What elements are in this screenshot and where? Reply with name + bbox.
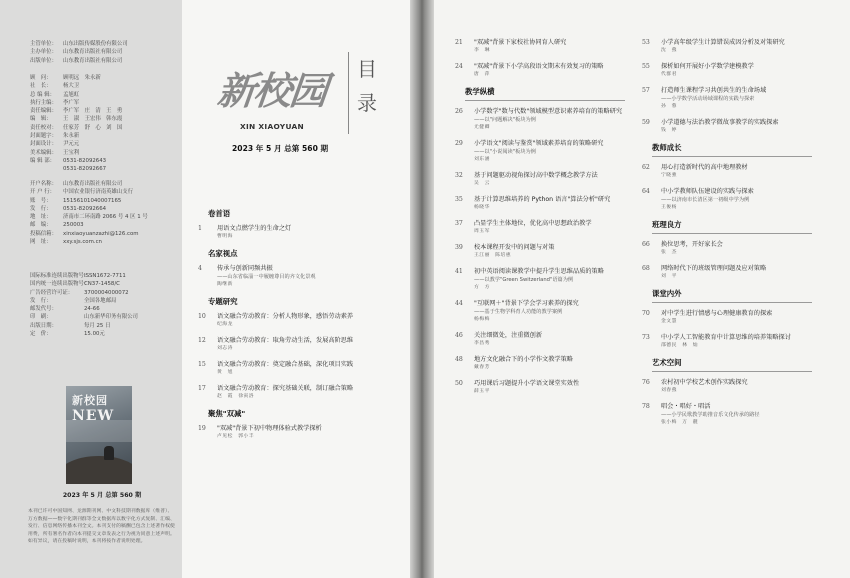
imprint-value: 王宝利 <box>63 149 80 156</box>
imprint-value: 孟旭虹 <box>63 91 80 98</box>
toc-page-number: 39 <box>455 244 463 251</box>
toc-article-subtitle: ——以教学"Green Switzerland"语篇为例 <box>474 277 574 284</box>
toc-section-heading: 艺术空间 <box>652 357 812 372</box>
toc-article-title: 语文融合劳动教育：奠定融合基础，深化项目实践 <box>217 361 354 368</box>
toc-article-title: 语文融合劳动教育：取角劳动生活，发展高阶思维 <box>217 337 354 344</box>
imprint-row <box>30 48 178 56</box>
imprint-value: 中国农业银行济南英雄山支行 <box>63 189 134 196</box>
toc-article-title: 农村初中学校艺术创作实践探究 <box>661 379 748 386</box>
imprint-label: 出版单位： <box>30 57 57 64</box>
toc-page-number: 15 <box>198 361 206 368</box>
imprint-row <box>30 165 178 173</box>
toc-page-number: 53 <box>642 39 650 46</box>
toc-entry[interactable] <box>455 219 625 236</box>
toc-page-number: 24 <box>455 63 463 70</box>
toc-article-author: 刘春燕 <box>661 388 677 394</box>
imprint-label: 邮 编： <box>30 222 52 229</box>
toc-article-author: 周玉军 <box>474 229 490 235</box>
imprint-value: 每月 25 日 <box>84 322 111 329</box>
imprint-value: 任家芳 舒 心 刘 国 <box>63 124 123 131</box>
toc-left-column <box>198 208 396 448</box>
toc-entry[interactable] <box>642 333 812 350</box>
imprint-value: 15156101040007165 <box>63 197 122 204</box>
toc-section-heading: 教学纵横 <box>465 86 625 101</box>
toc-page-number: 62 <box>642 164 650 171</box>
toc-article-author: 唐 萍 <box>474 72 490 78</box>
imprint-label: 主办单位： <box>30 49 57 56</box>
toc-section-heading: 聚焦"双减" <box>208 409 246 418</box>
imprint-value: 0531-82092643 <box>63 157 107 164</box>
imprint-label: 开户名称： <box>30 181 57 187</box>
toc-section-heading: 班理良方 <box>652 219 812 234</box>
toc-page-number: 12 <box>198 337 206 344</box>
imprint-value: xinxiaoyuanzazhi@126.com <box>63 230 139 237</box>
imprint-label: 封面设计： <box>30 141 57 148</box>
toc-page-number: 44 <box>455 300 463 307</box>
imprint-value: 杨大卫 <box>63 83 80 90</box>
imprint-row <box>30 57 178 65</box>
toc-article-author: 李昌秀 <box>474 341 490 347</box>
imprint-value: 山东新华印务有限公司 <box>84 314 138 321</box>
toc-article-title: 基于计算思维培养的 Python 语言"算法分析"研究 <box>474 196 611 203</box>
imprint-label: 责任校对： <box>30 124 57 131</box>
toc-page-number: 21 <box>455 39 463 46</box>
masthead-divider <box>348 52 349 134</box>
toc-article-title: 打造师生课程学习共创共生的生命场域 <box>661 87 767 94</box>
toc-article-title: 语文融合劳动教育：分析人物形象，感悟劳动素养 <box>217 313 354 320</box>
imprint-value: CN37-1458/C <box>84 281 120 288</box>
toc-article-subtitle: ——小学数学活动场域课程的实践与探索 <box>661 96 755 103</box>
imprint-label: 广告经营许可证： <box>30 289 74 296</box>
toc-entry[interactable] <box>455 243 625 260</box>
cover-caption: 2023 年 5 月 总第 560 期 <box>62 492 142 499</box>
toc-entry[interactable] <box>642 38 812 55</box>
toc-page-number: 46 <box>455 332 463 339</box>
toc-article-author: 刘志涛 <box>217 346 233 352</box>
toc-article-author: 薛玉平 <box>474 389 490 395</box>
imprint-value: 山东教育出版社有限公司 <box>63 181 123 187</box>
toc-article-title: 探析如何开展好小学数学建模教学 <box>661 63 754 70</box>
imprint-label: 发 行： <box>30 297 52 304</box>
toc-article-author: 刘东涵 <box>474 157 490 163</box>
imprint-row <box>30 157 178 165</box>
imprint-value: 山东出版传媒股份有限公司 <box>63 41 128 47</box>
imprint-value: 0531-82092664 <box>63 205 107 212</box>
toc-article-title: 小学道德与法治教学微故事教学的实践探索 <box>661 119 779 126</box>
toc-article-title: 关注细微处，注重微创新 <box>474 332 543 339</box>
toc-page-number: 76 <box>642 379 650 386</box>
toc-section-heading: 课堂内外 <box>652 288 812 303</box>
imprint-row <box>30 238 178 246</box>
imprint-label: 编 辑： <box>30 116 52 123</box>
toc-article-author: 代群君 <box>661 72 677 78</box>
toc-article-subtitle: ——以济南市长清区第一初级中学为例 <box>661 197 750 204</box>
imprint-row <box>30 107 178 115</box>
toc-article-title: "双减"背景下小学高段语文期末有效复习的策略 <box>474 63 604 70</box>
toc-article-author: 邵德民 林 灿 <box>661 343 699 349</box>
cover-thumbnail <box>66 386 132 484</box>
toc-article-author: 吴 云 <box>474 181 490 187</box>
toc-page-number: 73 <box>642 334 650 341</box>
imprint-row <box>30 40 178 48</box>
copyright-note: 本刊已许可中国知网、龙源期刊网、中文科技期刊数据库（维普）、万方数据——数字化期刊群等全文数据库以数字化方式复制、汇编、发行、信息网络传播本刊全文。本刊支付的稿酬已包含上述著作权使用费，所有署名作者向本刊提交文章发表之行为视为同意上述声明。如有异议，请在投稿时说明，本刊将按作者说明处理。 <box>28 509 175 545</box>
toc-article-author: 宁晓強 <box>661 173 677 179</box>
toc-entry[interactable] <box>455 139 625 164</box>
imprint-row <box>30 140 178 148</box>
toc-middle-column <box>455 38 625 403</box>
imprint-label: 账 号： <box>30 197 52 204</box>
imprint-row <box>30 322 178 330</box>
toc-article-author: 黄 旭 <box>217 370 233 376</box>
toc-page-number: 41 <box>455 268 463 275</box>
imprint-row <box>30 313 178 321</box>
book-gutter <box>410 0 434 578</box>
imprint-row <box>30 305 178 313</box>
toc-article-title: 地方文化融合下的小学作文教学策略 <box>474 356 573 363</box>
imprint-label: 开 户 行： <box>30 189 55 196</box>
imprint-label: 定 价： <box>30 331 52 338</box>
toc-entry[interactable] <box>642 240 812 257</box>
toc-entry[interactable] <box>642 264 812 281</box>
left-page <box>0 0 410 578</box>
toc-article-title: 传承与创新同频共振 <box>217 265 273 272</box>
imprint-label: 发 行： <box>30 205 52 212</box>
toc-article-title: 校本课程开发中的问题与对策 <box>474 244 555 251</box>
toc-article-title: 基于问题驱动视角探讨高中数学概念教学方法 <box>474 172 598 179</box>
imprint-value: 24-66 <box>84 306 100 313</box>
imprint-row <box>30 272 178 280</box>
imprint-value: 山东教育出版社有限公司 <box>63 49 123 56</box>
toc-page-number: 4 <box>198 265 202 272</box>
toc-entry[interactable] <box>642 187 812 212</box>
imprint-label: 出版日期： <box>30 322 57 329</box>
imprint-row <box>30 180 178 188</box>
toc-article-title: 中小学人工智能教育中计算思维的培养策略探讨 <box>661 334 791 341</box>
imprint-label <box>30 165 63 173</box>
toc-page-number: 70 <box>642 310 650 317</box>
imprint-row <box>30 221 178 229</box>
toc-article-title: 网络时代下的班级管理问题及应对策略 <box>661 265 767 272</box>
toc-entry[interactable] <box>455 107 625 132</box>
imprint-value: 朱永新 <box>63 133 80 140</box>
imprint-label: 网 址： <box>30 239 52 246</box>
imprint-row <box>30 149 178 157</box>
toc-entry[interactable] <box>198 312 396 329</box>
imprint-value: 李广军 庄 清 王 勇 <box>63 108 123 115</box>
toc-section-heading: 名家视点 <box>208 249 238 258</box>
masthead-pinyin: XIN XIAOYUAN <box>240 122 305 131</box>
toc-entry[interactable] <box>198 224 396 241</box>
toc-page-number: 29 <box>455 140 463 147</box>
toc-article-title: "互联网＋"背景下学会学习素养的探究 <box>474 300 579 307</box>
imprint-row <box>30 280 178 288</box>
imprint-value: 王 淑 王宏伟 韩东霞 <box>63 116 123 123</box>
toc-article-title: 小学数学"数与代数"领域模型意识素养培育的策略研究 <box>474 108 623 115</box>
toc-article-title: 唱会・唱好・唱活 <box>661 403 711 410</box>
toc-article-author: 纪海龙 <box>217 322 233 328</box>
toc-entry[interactable] <box>642 118 812 135</box>
imprint-value: 3700004000072 <box>84 289 129 296</box>
imprint-value: 顾明远 朱永新 <box>63 75 101 81</box>
cover-title: 新校园 NEW <box>72 394 115 424</box>
toc-article-author: 张 杰 <box>661 250 677 256</box>
toc-article-subtitle: ——基于生物学科育人功能的教学案例 <box>474 309 563 316</box>
toc-article-title: "双减"背景下初中物理体验式教学探析 <box>217 425 322 432</box>
toc-page-number: 57 <box>642 87 650 94</box>
imprint-row <box>30 74 178 82</box>
toc-entry[interactable] <box>198 336 396 353</box>
imprint-label: 国际标准连续出版物号： <box>30 273 90 279</box>
toc-page-number: 66 <box>642 241 650 248</box>
toc-entry[interactable] <box>455 299 625 324</box>
toc-article-subtitle: ——以"问题解决"板块为例 <box>474 117 536 124</box>
toc-entry[interactable] <box>455 38 625 55</box>
issue-info: 2023 年 5 月 总第 560 期 <box>232 144 329 153</box>
toc-article-title: "双减"背景下家校社协同育人研究 <box>474 39 567 46</box>
toc-entry[interactable] <box>642 402 812 427</box>
toc-page-number: 68 <box>642 265 650 272</box>
toc-article-author: 李 琳 <box>474 48 490 54</box>
toc-entry[interactable] <box>455 355 625 372</box>
imprint-row <box>30 330 178 338</box>
toc-section-heading: 卷首语 <box>208 209 231 218</box>
toc-page-number: 55 <box>642 63 650 70</box>
toc-article-author: 刘 平 <box>661 274 677 280</box>
toc-page-number: 1 <box>198 225 202 232</box>
toc-page-number: 59 <box>642 119 650 126</box>
imprint-label: 印 刷： <box>30 314 52 321</box>
toc-page-number: 37 <box>455 220 463 227</box>
toc-entry[interactable] <box>642 309 812 326</box>
toc-article-title: 中小学教师队伍建设的实践与探索 <box>661 188 754 195</box>
toc-entry[interactable] <box>642 86 812 111</box>
toc-article-author: 杨梅梅 <box>474 317 490 323</box>
imprint-label: 社 长： <box>30 83 52 90</box>
imprint-label: 责任编辑： <box>30 108 57 115</box>
imprint-value: ISSN1672-7711 <box>84 273 126 279</box>
toc-entry[interactable] <box>642 378 812 395</box>
toc-article-title: 巧用课后习题提升小学语文课堂实效性 <box>474 380 580 387</box>
toc-article-title: 换位思考，开好家长会 <box>661 241 723 248</box>
imprint-value: 250003 <box>63 222 84 229</box>
imprint-value: 山东教育出版社有限公司 <box>63 57 123 64</box>
toc-article-author: 尤健卿 <box>474 125 490 131</box>
toc-article-author: 王俊杨 <box>661 205 677 211</box>
toc-article-author: 钱 婷 <box>661 128 677 134</box>
toc-article-title: 对中学生进行情感与心理健康教育的探索 <box>661 310 773 317</box>
toc-article-author: 戴春芳 <box>474 365 490 371</box>
masthead-logo: 新校园 <box>215 68 329 113</box>
imprint-label: 投稿信箱： <box>30 230 57 237</box>
toc-entry[interactable] <box>455 331 625 348</box>
imprint-row <box>30 115 178 123</box>
imprint-row <box>30 82 178 90</box>
toc-page-number: 48 <box>455 356 463 363</box>
imprint-row <box>30 297 178 305</box>
toc-article-title: 语文融合劳动教育：探究基础关联，制订融合策略 <box>217 385 354 392</box>
toc-page-number: 64 <box>642 188 650 195</box>
imprint-value: 全国各地邮局 <box>84 297 117 304</box>
toc-article-title: 小学高年级学生计算错误成因分析及对策研究 <box>661 39 785 46</box>
toc-article-title: 初中英语阅读课教学中提升学生思维品质的策略 <box>474 268 604 275</box>
imprint-label: 国内统一连续出版物号： <box>30 281 90 288</box>
toc-entry[interactable] <box>455 62 625 79</box>
imprint-publishers <box>30 40 178 65</box>
imprint-column <box>0 0 182 578</box>
toc-section-heading: 专题研究 <box>208 297 238 306</box>
toc-article-author: 卢见松 郭小丰 <box>217 434 255 440</box>
imprint-label: 封面题字： <box>30 133 57 140</box>
toc-article-title: 用语文点燃学生的生命之灯 <box>217 225 292 232</box>
toc-entry[interactable] <box>198 384 396 401</box>
imprint-value: 0531-82092667 <box>63 166 107 173</box>
toc-article-author: 金文慧 <box>661 319 677 325</box>
imprint-label: 执行主编： <box>30 99 57 106</box>
imprint-row <box>30 91 178 99</box>
toc-entry[interactable] <box>642 163 812 180</box>
toc-article-author: 曹明海 <box>217 234 233 240</box>
toc-entry[interactable] <box>198 360 396 377</box>
imprint-row <box>30 124 178 132</box>
toc-article-title: 小学语文"阅读与鉴赏"领域素养培育的策略研究 <box>474 140 604 147</box>
toc-entry[interactable] <box>642 62 812 79</box>
toc-page-number: 35 <box>455 196 463 203</box>
imprint-label: 地 址： <box>30 214 52 221</box>
toc-page-number: 10 <box>198 313 206 320</box>
imprint-row <box>30 230 178 238</box>
toc-article-author: 赵 霞 徐寅洛 <box>217 394 255 400</box>
imprint-value: 李广军 <box>63 99 80 106</box>
toc-page-number: 50 <box>455 380 463 387</box>
toc-article-author: 方 方 <box>474 285 490 291</box>
toc-entry[interactable] <box>198 264 396 289</box>
toc-section-heading: 教师成长 <box>652 142 812 157</box>
imprint-row <box>30 188 178 196</box>
imprint-value: 15.00元 <box>84 331 105 338</box>
imprint-row <box>30 132 178 140</box>
toc-entry[interactable] <box>455 195 625 212</box>
toc-entry[interactable] <box>455 267 625 292</box>
toc-entry[interactable] <box>455 171 625 188</box>
toc-page-number: 26 <box>455 108 463 115</box>
imprint-value: 济南市二环南路 2066 号 4 区 1 号 <box>63 214 148 221</box>
imprint-label: 邮发代号： <box>30 306 57 313</box>
toc-article-author: 杨晓华 <box>474 205 490 211</box>
toc-article-author: 张小梅 万 靓 <box>661 420 699 426</box>
toc-article-subtitle: ——小学民歌教学助推音乐文化传承的路径 <box>661 412 760 419</box>
toc-article-author: 孙 蓉 <box>661 104 677 110</box>
imprint-value: xxy.sjs.com.cn <box>63 239 102 246</box>
toc-entry[interactable] <box>455 379 625 396</box>
toc-article-subtitle: ——以"小说阅读"板块为例 <box>474 149 536 156</box>
imprint-row <box>30 289 178 297</box>
imprint-registration <box>30 272 178 338</box>
imprint-staff <box>30 74 178 174</box>
toc-page-number: 78 <box>642 403 650 410</box>
toc-page-number: 17 <box>198 385 206 392</box>
contents-heading: 目录 <box>357 57 377 115</box>
toc-page-number: 19 <box>198 425 206 432</box>
toc-article-author: 陶继新 <box>217 282 233 288</box>
toc-article-author: 沈 燕 <box>661 48 677 54</box>
toc-article-title: 用心打造新时代的高中地理教材 <box>661 164 748 171</box>
toc-article-title: 凸显学生主体地位，优化高中思想政治教学 <box>474 220 592 227</box>
imprint-row <box>30 197 178 205</box>
imprint-label: 顾 问： <box>30 75 52 81</box>
toc-article-author: 王江丽 陈培惠 <box>474 253 512 259</box>
imprint-label: 美术编辑： <box>30 149 57 156</box>
imprint-label: 编 辑 部： <box>30 157 55 164</box>
imprint-row <box>30 205 178 213</box>
toc-page-number: 32 <box>455 172 463 179</box>
imprint-row <box>30 99 178 107</box>
toc-article-subtitle: ——山东省临淄一中履缠尊目的齐文化景观 <box>217 274 316 281</box>
imprint-publishing <box>30 180 178 246</box>
imprint-label: 主管单位： <box>30 41 57 47</box>
toc-entry[interactable] <box>198 424 396 441</box>
imprint-label: 总 编 辑： <box>30 91 55 98</box>
imprint-row <box>30 213 178 221</box>
imprint-value: 尹元元 <box>63 141 80 148</box>
toc-right-column <box>642 38 812 434</box>
